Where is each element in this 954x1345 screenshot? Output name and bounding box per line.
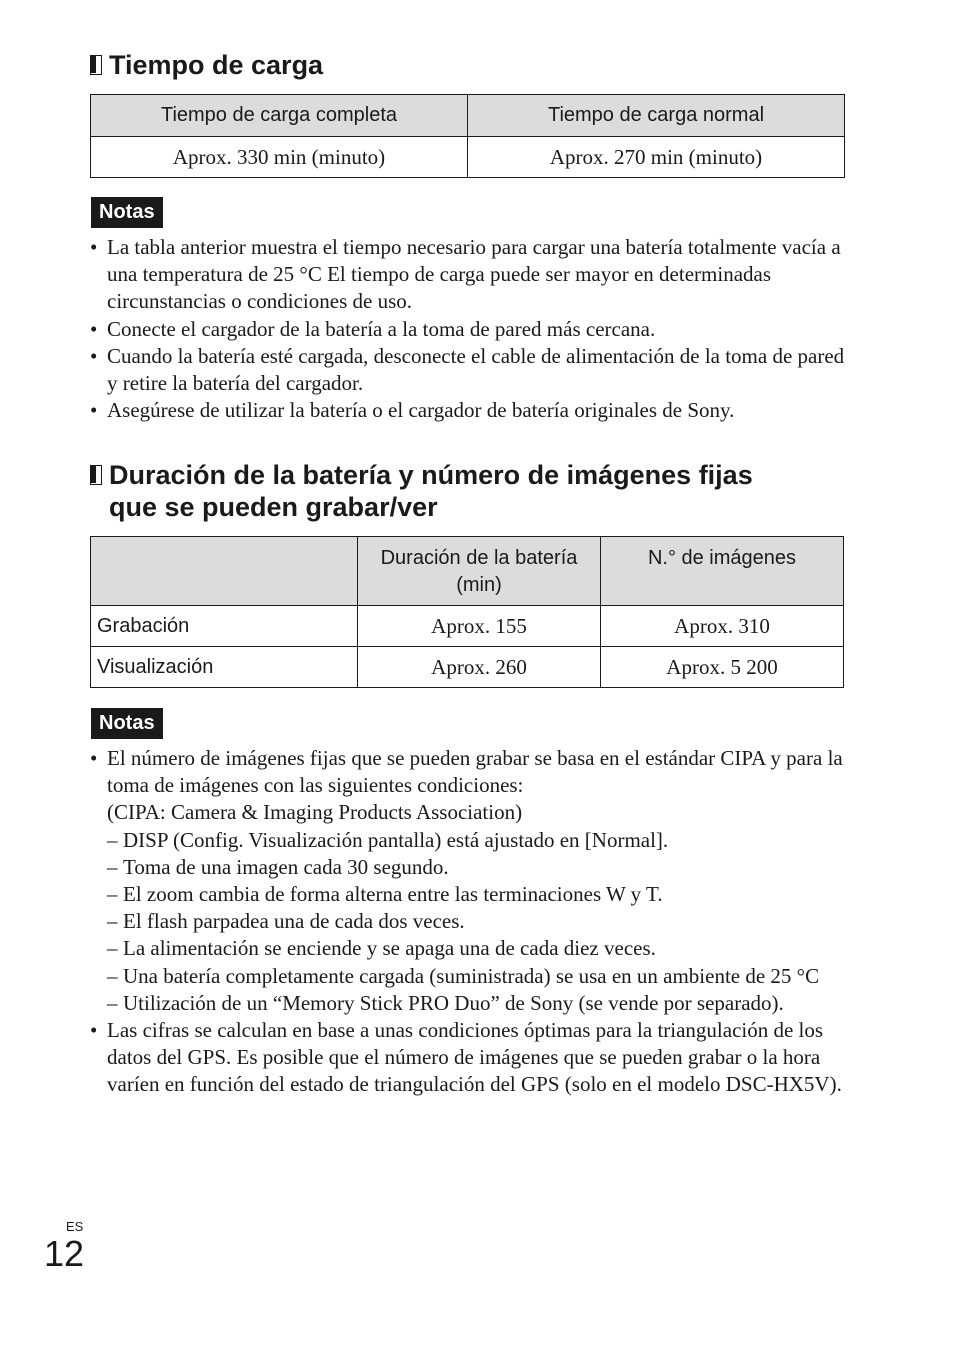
- table-row: [91, 647, 844, 688]
- list-item: • Conecte el cargador de la batería a la toma de pared más cercana.: [90, 316, 850, 343]
- list-item: • Cuando la batería esté cargada, desconecte el cable de alimentación de la toma de pared y retire la batería del cargador.: [90, 343, 850, 397]
- condition-item: – Una batería completamente cargada (suministrada) se usa en un ambiente de 25 °C: [107, 963, 850, 990]
- condition-item: – El zoom cambia de forma alterna entre las terminaciones W y T.: [107, 881, 850, 908]
- note-text: El número de imágenes fijas que se pueden grabar se basa en el estándar CIPA y para la toma de imágenes con las siguientes condiciones:: [107, 746, 843, 798]
- table-header-cell: Duración de la batería (min): [358, 537, 601, 606]
- section-title-charge-time: [90, 49, 323, 81]
- list-item: [90, 745, 850, 1017]
- charge-time-table: [90, 94, 845, 178]
- table-cell: Aprox. 270 min (minuto): [468, 137, 845, 178]
- table-header-row: [91, 95, 845, 137]
- title-line: que se pueden grabar/ver: [109, 492, 438, 522]
- page-number: 12: [44, 1233, 85, 1274]
- table-header-cell: Tiempo de carga completa: [91, 95, 468, 137]
- table-cell: Aprox. 330 min (minuto): [91, 137, 468, 178]
- table-cell: Aprox. 5 200: [601, 647, 844, 688]
- section-title-text: Tiempo de carga: [109, 50, 324, 80]
- battery-duration-table: [90, 536, 844, 688]
- condition-item: – DISP (Config. Visualización pantalla) está ajustado en [Normal].: [107, 827, 850, 854]
- condition-item: – El flash parpadea una de cada dos veces.: [107, 908, 850, 935]
- page-language-label: ES: [66, 1219, 84, 1234]
- condition-item: – Utilización de un “Memory Stick PRO Duo” de Sony (se vende por separado).: [107, 990, 850, 1017]
- notes-list: [90, 745, 850, 1099]
- row-label: Grabación: [91, 606, 358, 647]
- table-header-cell: Tiempo de carga normal: [468, 95, 845, 137]
- condition-item: – Toma de una imagen cada 30 segundo.: [107, 854, 850, 881]
- notes-badge: Notas: [91, 708, 163, 739]
- table-header-cell: [91, 537, 358, 606]
- table-cell: Aprox. 260: [358, 647, 601, 688]
- section-title-battery-duration: [90, 459, 753, 523]
- title-line: Duración de la batería y número de imágenes fijas: [109, 460, 753, 490]
- note-text: (CIPA: Camera & Imaging Products Association): [107, 800, 523, 825]
- list-item: • Asegúrese de utilizar la batería o el cargador de batería originales de Sony.: [90, 397, 850, 424]
- section-title-text: [109, 459, 753, 523]
- row-label: Visualización: [91, 647, 358, 688]
- section-marker-icon: [90, 55, 102, 75]
- notes-badge: Notas: [91, 197, 163, 228]
- list-item: • Las cifras se calculan en base a unas condiciones óptimas para la triangulación de los datos del GPS. Es posible que el número de imágenes que se pueden grabar o la hora varíen en función del estado de triangulación del GPS (solo en el modelo DSC-HX5V).: [90, 1017, 850, 1099]
- list-item: • La tabla anterior muestra el tiempo necesario para cargar una batería totalmente vacía a una temperatura de 25 °C El tiempo de carga puede ser mayor en determinadas circunstancias o condiciones de uso.: [90, 234, 850, 316]
- table-row: [91, 137, 845, 178]
- table-cell: Aprox. 310: [601, 606, 844, 647]
- table-header-row: [91, 537, 844, 606]
- condition-item: – La alimentación se enciende y se apaga una de cada diez veces.: [107, 935, 850, 962]
- table-row: [91, 606, 844, 647]
- table-cell: Aprox. 155: [358, 606, 601, 647]
- table-header-cell: N.° de imágenes: [601, 537, 844, 606]
- section-marker-icon: [90, 465, 102, 485]
- notes-list: [90, 234, 850, 424]
